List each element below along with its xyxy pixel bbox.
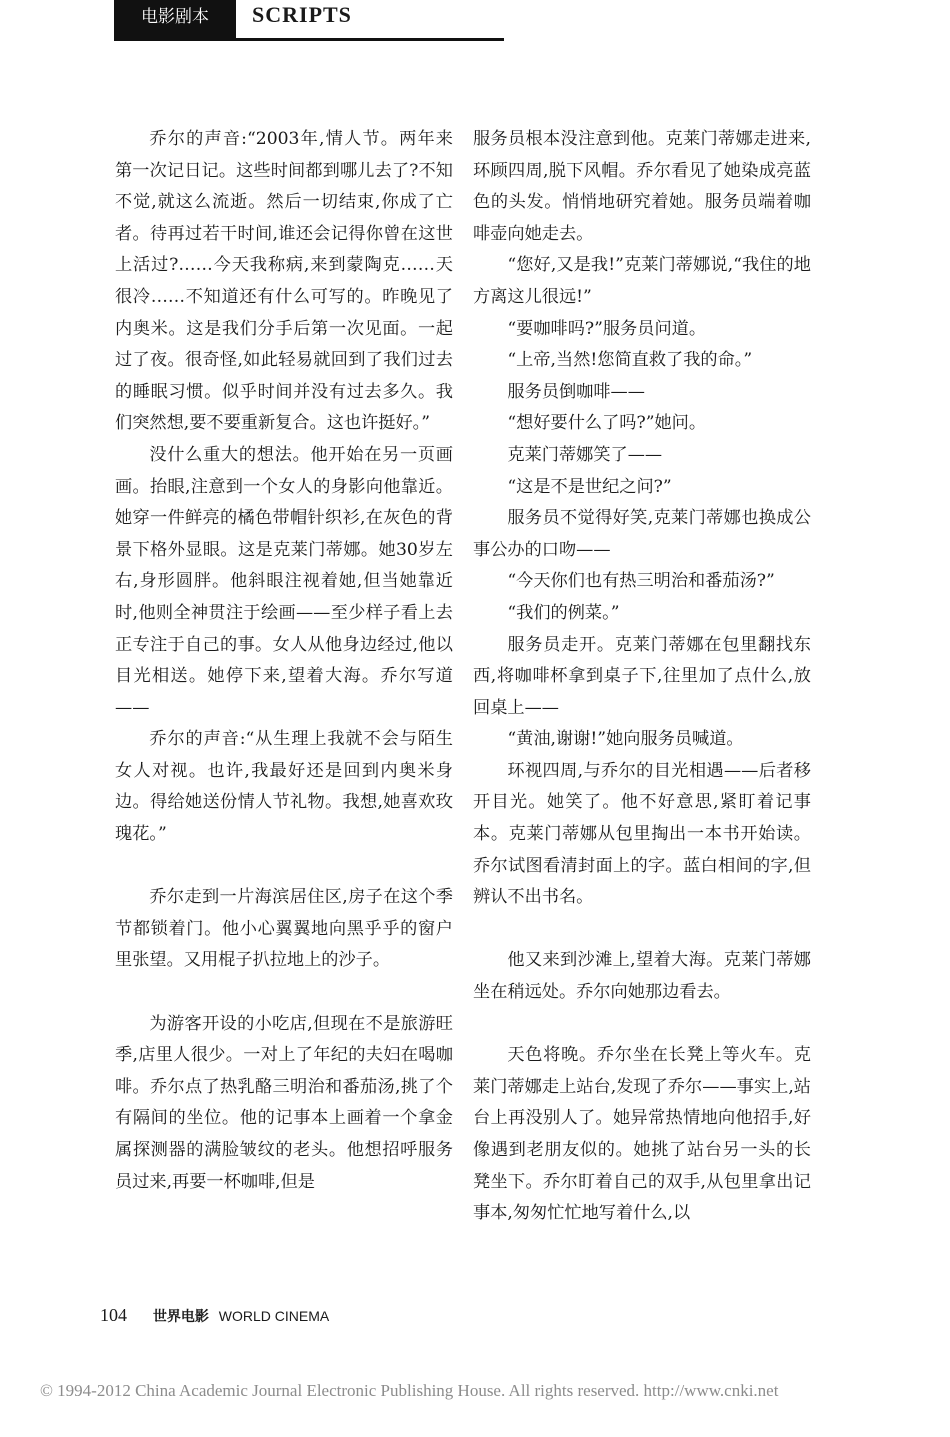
paragraph: 服务员根本没注意到他。克莱门蒂娜走进来,环顾四周,脱下风帽。乔尔看见了她染成亮蓝色的头发。悄悄地研究着她。服务员端着咖啡壶向她走去。 <box>473 129 811 244</box>
paragraph: 没什么重大的想法。他开始在另一页画画。抬眼,注意到一个女人的身影向他靠近。她穿一件鲜亮的橘色带帽针织衫,在灰色的背景下格外显眼。这是克莱门蒂娜。她30岁左右,身形圆胖。他斜眼注视着她,但当她靠近时,他则全神贯注于绘画——至少样子看上去正专注于自己的事。女人从他身边经过,他以目光相送。她停下来,望着大海。乔尔写道—— <box>115 444 453 718</box>
magazine-name-en: WORLD CINEMA <box>218 1308 330 1324</box>
paragraph: “想好要什么了吗?”她问。 <box>507 413 707 434</box>
paragraph: “今天你们也有热三明治和番茄汤?” <box>507 571 775 592</box>
paragraph: 服务员倒咖啡—— <box>507 381 645 402</box>
paragraph: “我们的例菜。” <box>507 602 620 623</box>
paragraph: 他又来到沙滩上,望着大海。克莱门蒂娜坐在稍远处。乔尔向她那边看去。 <box>473 950 811 1003</box>
paragraph: “上帝,当然!您简直救了我的命。” <box>507 350 753 371</box>
page-number: 104 <box>100 1305 127 1325</box>
copyright-notice: © 1994-2012 China Academic Journal Electronic Publishing House. All rights reserved. http://www.cnki.net <box>40 1381 779 1400</box>
paragraph: 克莱门蒂娜笑了—— <box>507 444 663 465</box>
paragraph: 服务员不觉得好笑,克莱门蒂娜也换成公事公办的口吻—— <box>473 508 811 560</box>
magazine-name-cn: 世界电影 <box>152 1309 209 1325</box>
paragraph: 乔尔走到一片海滨居住区,房子在这个季节都锁着门。他小心翼翼地向黑乎乎的窗户里张望。又用棍子扒拉地上的沙子。 <box>115 887 453 971</box>
paragraph: 服务员走开。克莱门蒂娜在包里翻找东西,将咖啡杯拿到桌子下,往里加了点什么,放回桌上—— <box>473 634 811 718</box>
right-column <box>473 124 811 1230</box>
paragraph: 为游客开设的小吃店,但现在不是旅游旺季,店里人很少。一对上了年纪的夫妇在喝咖啡。乔尔点了热乳酪三明治和番茄汤,挑了个有隔间的坐位。他的记事本上画着一个拿金属探测器的满脸皱纹的老头。他想招呼服务员过来,再要一杯咖啡,但是 <box>115 1013 453 1192</box>
section-label-cn: 电影剧本 <box>114 0 236 38</box>
paragraph: “要咖啡吗?”服务员问道。 <box>507 318 707 339</box>
section-header <box>114 0 504 41</box>
left-column <box>115 124 453 1198</box>
section-label-en: SCRIPTS <box>252 2 352 27</box>
paragraph: “您好,又是我!”克莱门蒂娜说,“我住的地方离这儿很远!” <box>473 255 811 307</box>
paragraph: 乔尔的声音:“2003年,情人节。两年来第一次记日记。这些时间都到哪儿去了?不知不觉,就这么流逝。然后一切结束,你成了亡者。待再过若干时间,谁还会记得你曾在这世上活过?……今天我称病,来到蒙陶克……天很冷……不知道还有什么可写的。昨晚见了内奥米。这是我们分手后第一次见面。一起过了夜。很奇怪,如此轻易就回到了我们过去的睡眠习惯。似乎时间并没有过去多久。我们突然想,要不要重新复合。这也许挺好。” <box>115 129 453 434</box>
paragraph: 天色将晚。乔尔坐在长凳上等火车。克莱门蒂娜走上站台,发现了乔尔——事实上,站台上再没别人了。她异常热情地向他招手,好像遇到老朋友似的。她挑了站台另一头的长凳坐下。乔尔盯着自己的双手,从包里拿出记事本,匆匆忙忙地写着什么,以 <box>473 1045 811 1224</box>
paragraph: 乔尔的声音:“从生理上我就不会与陌生女人对视。也许,我最好还是回到内奥米身边。得给她送份情人节礼物。我想,她喜欢玫瑰花。” <box>115 729 453 845</box>
page-footer <box>100 1300 329 1330</box>
paragraph: 环视四周,与乔尔的目光相遇——后者移开目光。她笑了。他不好意思,紧盯着记事本。克莱门蒂娜从包里掏出一本书开始读。乔尔试图看清封面上的字。蓝白相间的字,但辨认不出书名。 <box>473 760 811 908</box>
paragraph: “这是不是世纪之问?” <box>507 476 672 497</box>
paragraph: “黄油,谢谢!”她向服务员喊道。 <box>507 729 744 750</box>
